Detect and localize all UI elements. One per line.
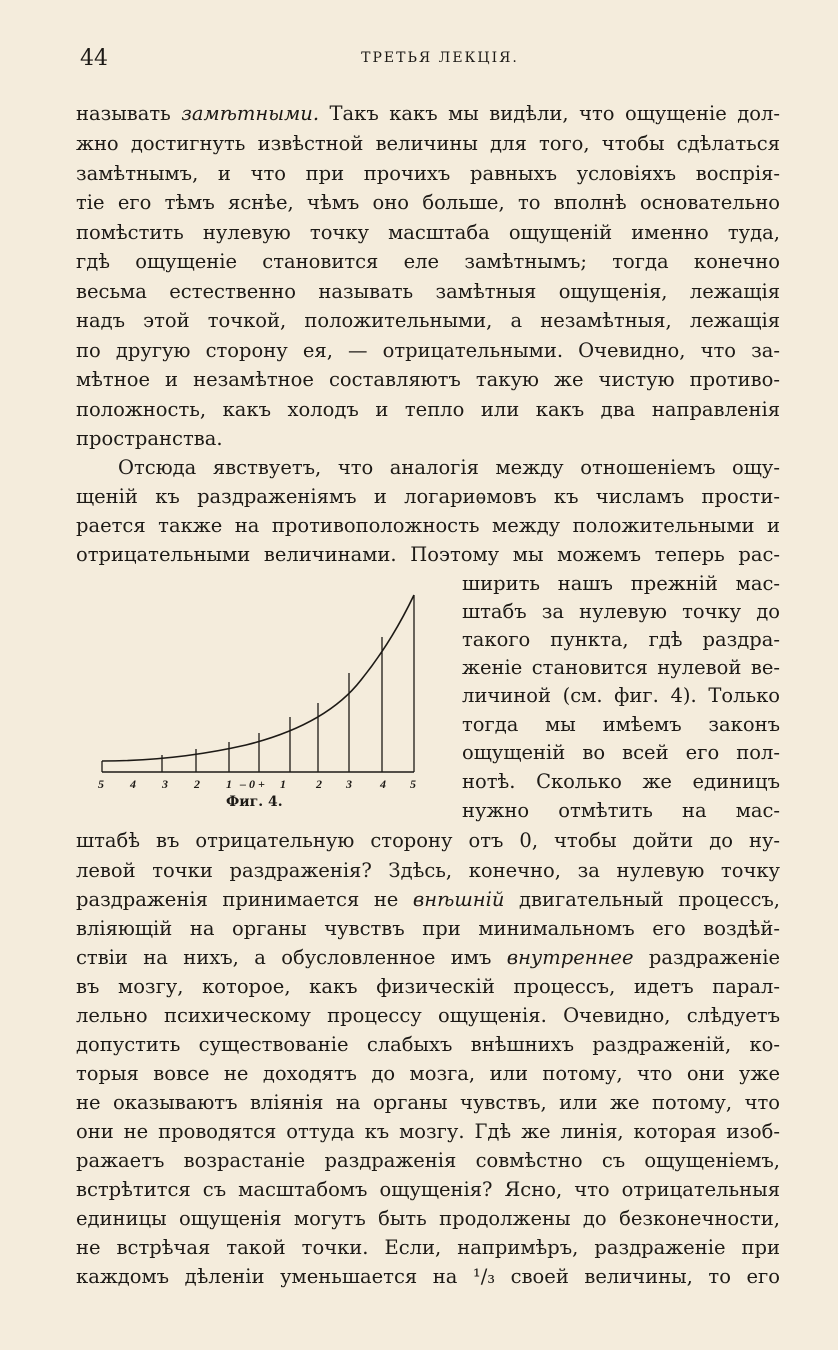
axis-label: 4	[380, 777, 386, 791]
text-line-28: раздраженія принимается не внѣшній двигательный процессъ,	[76, 888, 780, 911]
text-line-30: ствіи на нихъ, а обусловленное имъ внутреннее раздраженіе	[76, 946, 780, 969]
axis-label: 1	[280, 777, 286, 791]
text-line-15: рается также на противоположность между положительными и	[76, 514, 780, 537]
text-line-10: мѣтное и незамѣтное составляютъ такую же чистую противо-	[76, 368, 780, 391]
text-line-23: ощущеній во всей его пол-	[462, 741, 780, 764]
figure-4-diagram	[96, 585, 426, 820]
figure-curve	[102, 595, 414, 761]
axis-label: 5	[410, 777, 416, 791]
text-line-38: встрѣтится съ масштабомъ ощущенія? Ясно, что отрицательныя	[76, 1178, 780, 1201]
text-line-31: въ мозгу, которое, какъ физическій процессъ, идетъ парал-	[76, 975, 780, 998]
axis-label: 2	[194, 777, 200, 791]
text-line-7: весьма естественно называть замѣтныя ощущенія, лежащія	[76, 280, 780, 303]
page-number: 44	[80, 46, 108, 71]
axis-label: 5	[98, 777, 104, 791]
text-line-8: надъ этой точкой, положительными, а незамѣтныя, лежащія	[76, 309, 780, 332]
text-line-41: каждомъ дѣленіи уменьшается на ¹/₃ своей величины, то его	[76, 1265, 780, 1288]
text-line-2: жно достигнуть извѣстной величины для того, чтобы сдѣлаться	[76, 132, 780, 155]
text-line-1: называть замѣтными. Такъ какъ мы видѣли, что ощущеніе дол-	[76, 102, 780, 125]
text-line-37: ражаетъ возрастаніе раздраженія совмѣстно съ ощущеніемъ,	[76, 1149, 780, 1172]
text-line-39: единицы ощущенія могутъ быть продолжены до безконечности,	[76, 1207, 780, 1230]
text-line-21: личиной (см. фиг. 4). Только	[462, 684, 780, 707]
text-line-6: гдѣ ощущеніе становится еле замѣтнымъ; тогда конечно	[76, 250, 780, 273]
text-line-5: помѣстить нулевую точку масштаба ощущеній именно туда,	[76, 221, 780, 244]
text-line-17: ширить нашъ прежній мас-	[462, 572, 780, 595]
text-line-27: левой точки раздраженія? Здѣсь, конечно, за нулевую точку	[76, 859, 780, 882]
axis-label: 2	[316, 777, 322, 791]
text-line-18: штабъ за нулевую точку до	[462, 600, 780, 623]
text-line-22: тогда мы имѣемъ законъ	[462, 713, 780, 736]
page-header	[0, 44, 838, 80]
running-title: ТРЕТЬЯ ЛЕКЦІЯ.	[361, 50, 519, 66]
text-line-35: не оказываютъ вліянія на органы чувствъ, или же потому, что	[76, 1091, 780, 1114]
text-line-9: по другую сторону ея, — отрицательными. Очевидно, что за-	[76, 339, 780, 362]
axis-label: 3	[346, 777, 352, 791]
text-line-4: тіе его тѣмъ яснѣе, чѣмъ оно больше, то вполнѣ основательно	[76, 191, 780, 214]
axis-label: 1	[226, 777, 232, 791]
figure-caption: Фиг. 4.	[226, 794, 283, 810]
text-line-14: щеній къ раздраженіямъ и логариѳмовъ къ числамъ прости-	[76, 485, 780, 508]
text-line-33: допустить существованіе слабыхъ внѣшнихъ раздраженій, ко-	[76, 1033, 780, 1056]
axis-label: – 0 +	[240, 777, 265, 791]
text-line-40: не встрѣчая такой точки. Если, напримѣръ, раздраженіе при	[76, 1236, 780, 1259]
text-line-34: торыя вовсе не доходятъ до мозга, или потому, что они уже	[76, 1062, 780, 1085]
axis-label: 3	[162, 777, 168, 791]
text-line-11: положность, какъ холодъ и тепло или какъ два направленія	[76, 398, 780, 421]
text-line-16: отрицательными величинами. Поэтому мы можемъ теперь рас-	[76, 543, 780, 566]
axis-label: 4	[130, 777, 136, 791]
text-line-25: нужно отмѣтить на мас-	[462, 799, 780, 822]
text-line-20: женіе становится нулевой ве-	[462, 656, 780, 679]
text-line-19: такого пункта, гдѣ раздра-	[462, 628, 780, 651]
text-line-29: вліяющій на органы чувствъ при минимальномъ его воздѣй-	[76, 917, 780, 940]
text-line-13: Отсюда явствуетъ, что аналогія между отношеніемъ ощу-	[118, 456, 780, 479]
text-line-12: пространства.	[76, 427, 223, 450]
text-line-32: лельно психическому процессу ощущенія. Очевидно, слѣдуетъ	[76, 1004, 780, 1027]
text-line-26: штабѣ въ отрицательную сторону отъ 0, чтобы дойти до ну-	[76, 829, 780, 852]
text-line-3: замѣтнымъ, и что при прочихъ равныхъ условіяхъ воспрія-	[76, 162, 780, 185]
text-line-24: нотѣ. Сколько же единицъ	[462, 770, 780, 793]
text-line-36: они не проводятся оттуда къ мозгу. Гдѣ же линія, которая изоб-	[76, 1120, 780, 1143]
